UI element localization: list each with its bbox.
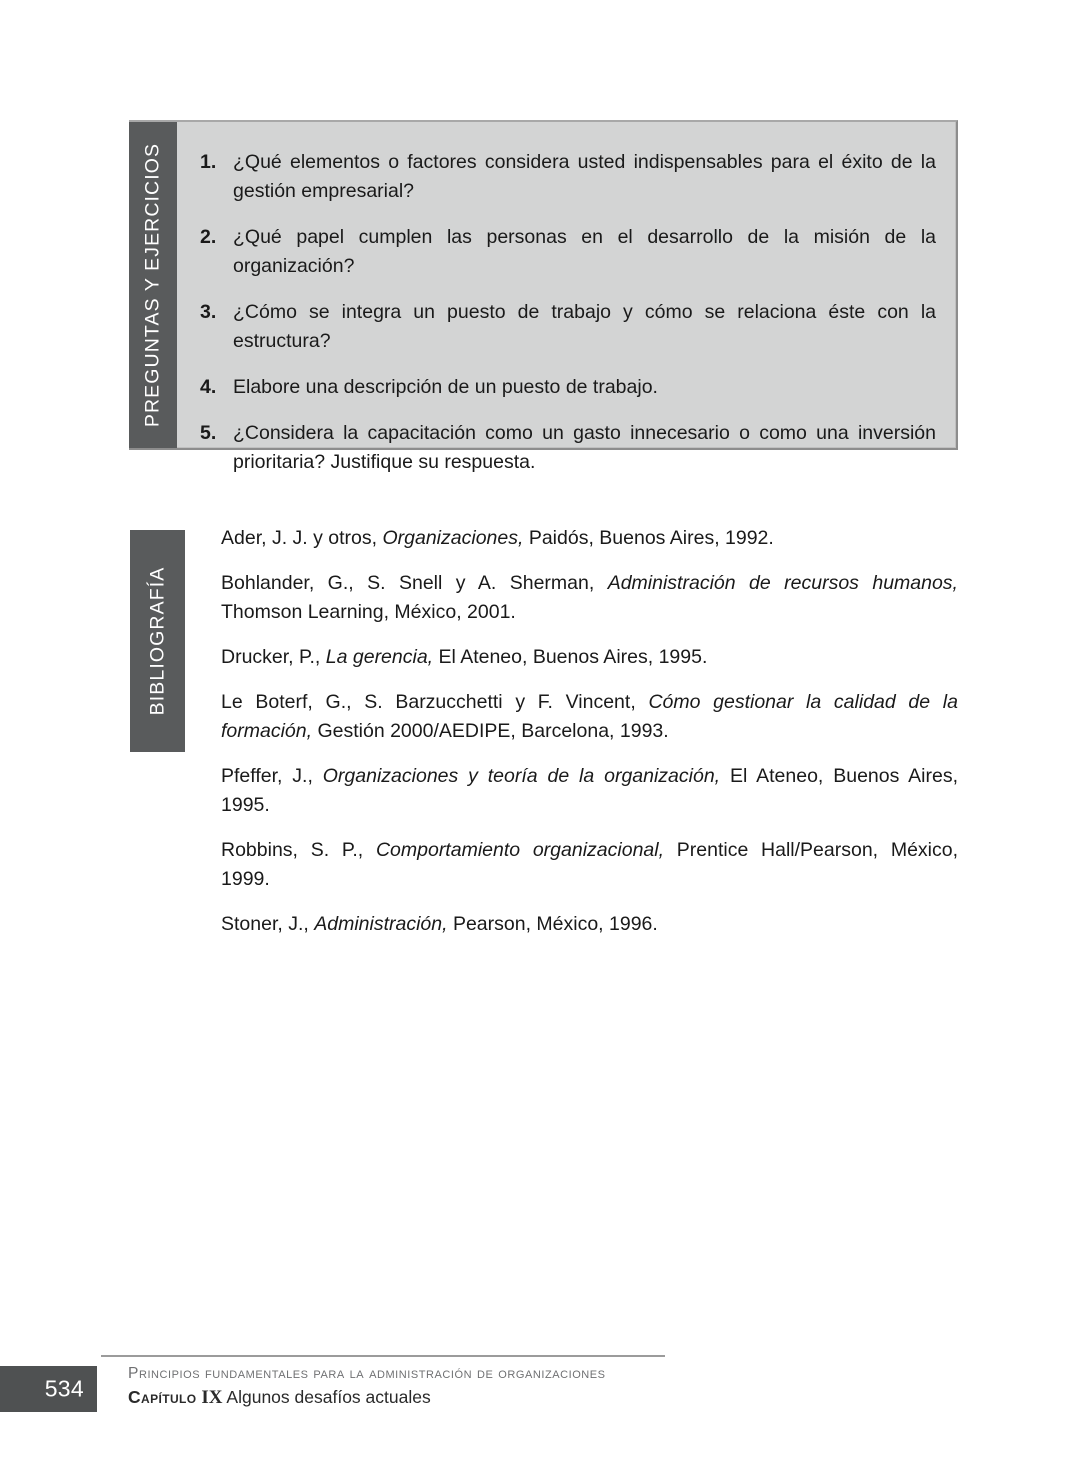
chapter-title: Algunos desafíos actuales — [226, 1387, 431, 1407]
list-item — [200, 148, 936, 206]
page-number-block — [0, 1366, 97, 1412]
questions-sidebar-label: PREGUNTAS Y EJERCICIOS — [141, 142, 164, 428]
reference-authors: Pfeffer, J., — [221, 765, 323, 787]
question-number: 1. — [200, 151, 217, 173]
reference-authors: Ader, J. J. y otros, — [221, 527, 383, 549]
footer-divider — [101, 1355, 665, 1357]
bibliography-sidebar-band — [130, 530, 185, 752]
page-number: 534 — [44, 1375, 84, 1402]
reference-title: Cómo gestionar la calidad de la formación, — [221, 691, 958, 742]
chapter-label: Capítulo — [128, 1387, 197, 1407]
bibliography-list — [221, 524, 958, 939]
book-title: Principios fundamentales para la administración de organizaciones — [128, 1365, 606, 1382]
questions-list — [177, 122, 956, 473]
question-text: ¿Qué papel cumplen las personas en el desarrollo de la misión de la organización? — [233, 226, 936, 277]
question-text: Elabore una descripción de un puesto de trabajo. — [233, 376, 658, 398]
list-item — [221, 836, 958, 894]
question-text: ¿Cómo se integra un puesto de trabajo y cómo se relaciona éste con la estructura? — [233, 301, 936, 352]
preguntas-y-ejercicios-box — [129, 120, 958, 473]
reference-title: La gerencia, — [325, 646, 434, 668]
question-number: 5. — [200, 422, 217, 444]
reference-title: Comportamiento organizacional, — [375, 839, 665, 861]
bibliography-sidebar-label: BIBLIOGRAFÍA — [146, 566, 168, 716]
reference-publisher: El Ateneo, Buenos Aires, 1995. — [433, 646, 708, 668]
list-item — [200, 223, 936, 281]
questions-sidebar-band — [129, 122, 177, 448]
reference-authors: Bohlander, G., S. Snell y A. Sherman, — [221, 572, 608, 594]
reference-title: Administración de recursos humanos, — [607, 572, 958, 594]
list-item — [221, 524, 958, 553]
reference-publisher: Prentice Hall/Pearson, México, 1999. — [221, 839, 959, 890]
reference-publisher: El Ateneo, Buenos Aires, 1995. — [221, 765, 958, 816]
reference-authors: Stoner, J., — [221, 913, 315, 935]
list-item — [221, 688, 958, 746]
question-text: ¿Qué elementos o factores considera usted indispensables para el éxito de la gestión empresarial? — [233, 151, 936, 202]
list-item — [200, 298, 936, 356]
reference-authors: Le Boterf, G., S. Barzucchetti y F. Vincent, — [221, 691, 649, 713]
chapter-roman-numeral: IX — [201, 1387, 223, 1408]
reference-publisher: Gestión 2000/AEDIPE, Barcelona, 1993. — [312, 720, 669, 742]
list-item — [221, 643, 958, 672]
list-item — [221, 569, 958, 627]
reference-publisher: Paidós, Buenos Aires, 1992. — [523, 527, 774, 549]
question-number: 3. — [200, 301, 217, 323]
list-item — [221, 910, 958, 939]
list-item — [221, 762, 958, 820]
reference-authors: Robbins, S. P., — [221, 839, 376, 861]
reference-publisher: Thomson Learning, México, 2001. — [221, 601, 516, 623]
footer — [128, 1363, 748, 1410]
question-number: 2. — [200, 226, 217, 248]
reference-title: Organizaciones, — [382, 527, 524, 549]
list-item — [200, 373, 936, 402]
question-text: ¿Considera la capacitación como un gasto innecesario o como una inversión prioritaria? Justifique su respuesta. — [233, 422, 936, 473]
reference-authors: Drucker, P., — [221, 646, 326, 668]
reference-title: Organizaciones y teoría de la organización, — [322, 765, 721, 787]
chapter-line — [128, 1385, 748, 1410]
reference-title: Administración, — [314, 913, 448, 935]
question-number: 4. — [200, 376, 217, 398]
reference-publisher: Pearson, México, 1996. — [447, 913, 658, 935]
list-item — [200, 419, 936, 477]
